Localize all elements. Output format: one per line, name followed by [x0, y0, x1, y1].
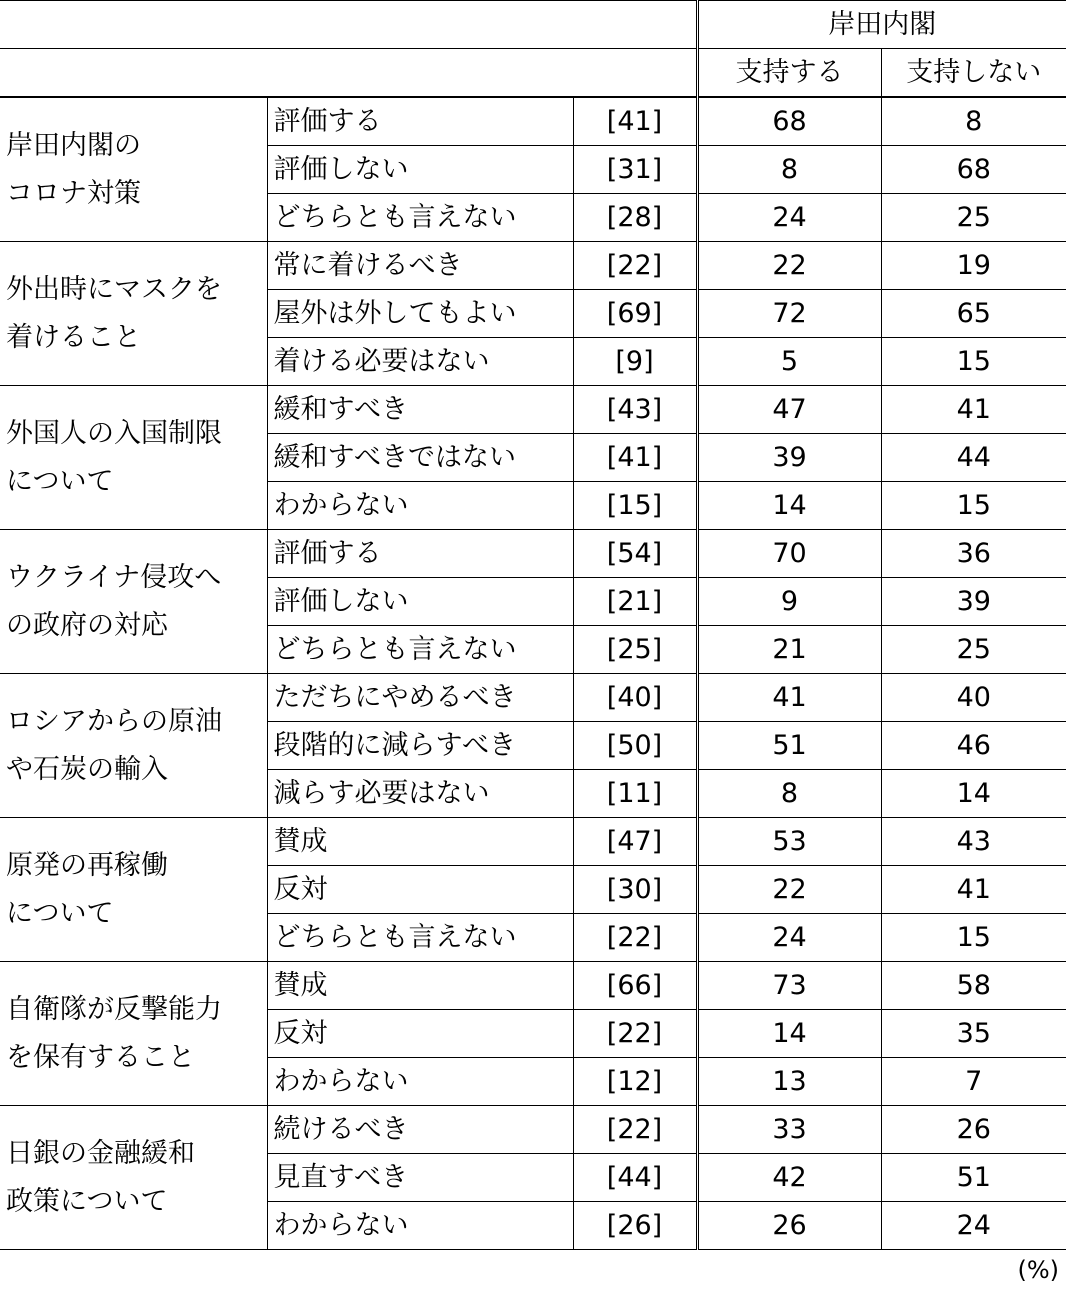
support-value: 5	[697, 338, 881, 386]
header-group-label: 岸田内閣	[697, 1, 1066, 49]
total-cell: [44]	[573, 1154, 697, 1202]
support-value: 26	[697, 1202, 881, 1250]
question-line: 岸田内閣の	[6, 129, 141, 161]
support-value: 70	[697, 530, 881, 578]
not-support-value: 58	[881, 962, 1066, 1010]
total-cell: [66]	[573, 962, 697, 1010]
total-cell: [22]	[573, 914, 697, 962]
total-cell: [22]	[573, 242, 697, 290]
answer-cell: 着ける必要はない	[267, 338, 573, 386]
answer-cell: 評価する	[267, 530, 573, 578]
question-line: 政策について	[6, 1185, 168, 1217]
total-cell: [22]	[573, 1106, 697, 1154]
total-cell: [40]	[573, 674, 697, 722]
support-value: 51	[697, 722, 881, 770]
total-cell: [50]	[573, 722, 697, 770]
support-value: 68	[697, 97, 881, 146]
support-value: 9	[697, 578, 881, 626]
not-support-value: 40	[881, 674, 1066, 722]
support-value: 21	[697, 626, 881, 674]
not-support-value: 25	[881, 626, 1066, 674]
not-support-value: 51	[881, 1154, 1066, 1202]
total-cell: [43]	[573, 386, 697, 434]
support-value: 8	[697, 770, 881, 818]
answer-cell: どちらとも言えない	[267, 194, 573, 242]
table-row	[0, 674, 1066, 722]
not-support-value: 43	[881, 818, 1066, 866]
total-cell: [41]	[573, 97, 697, 146]
question-line: を保有すること	[6, 1041, 195, 1073]
total-cell: [30]	[573, 866, 697, 914]
support-value: 33	[697, 1106, 881, 1154]
answer-cell: ただちにやめるべき	[267, 674, 573, 722]
support-value: 42	[697, 1154, 881, 1202]
support-value: 8	[697, 146, 881, 194]
not-support-value: 19	[881, 242, 1066, 290]
not-support-value: 15	[881, 338, 1066, 386]
total-cell: [11]	[573, 770, 697, 818]
support-value: 22	[697, 242, 881, 290]
answer-cell: 評価しない	[267, 146, 573, 194]
question-cell	[0, 97, 267, 242]
answer-cell: わからない	[267, 1058, 573, 1106]
question-line: や石炭の輸入	[6, 753, 168, 785]
not-support-value: 14	[881, 770, 1066, 818]
question-line: の政府の対応	[6, 609, 168, 641]
table-row	[0, 530, 1066, 578]
total-cell: [21]	[573, 578, 697, 626]
header-blank-2	[0, 49, 697, 98]
answer-cell: 続けるべき	[267, 1106, 573, 1154]
total-cell: [25]	[573, 626, 697, 674]
not-support-value: 41	[881, 386, 1066, 434]
question-line: 原発の再稼働	[6, 849, 168, 881]
answer-cell: 評価しない	[267, 578, 573, 626]
table-body	[0, 97, 1066, 1250]
question-line: 外出時にマスクを	[6, 273, 222, 305]
question-cell	[0, 530, 267, 674]
unit-label: (%)	[1017, 1256, 1059, 1284]
total-cell: [31]	[573, 146, 697, 194]
not-support-value: 65	[881, 290, 1066, 338]
table-row	[0, 242, 1066, 290]
answer-cell: 減らす必要はない	[267, 770, 573, 818]
support-value: 41	[697, 674, 881, 722]
total-cell: [12]	[573, 1058, 697, 1106]
not-support-value: 26	[881, 1106, 1066, 1154]
not-support-value: 8	[881, 97, 1066, 146]
question-line: 自衛隊が反撃能力	[6, 993, 222, 1025]
question-cell	[0, 242, 267, 386]
question-cell	[0, 962, 267, 1106]
question-line: について	[6, 897, 114, 929]
not-support-value: 68	[881, 146, 1066, 194]
answer-cell: どちらとも言えない	[267, 626, 573, 674]
answer-cell: 賛成	[267, 818, 573, 866]
not-support-value: 15	[881, 482, 1066, 530]
header-row-columns	[0, 49, 1066, 98]
question-cell	[0, 674, 267, 818]
question-line: について	[6, 465, 114, 497]
not-support-value: 24	[881, 1202, 1066, 1250]
table-row	[0, 1106, 1066, 1154]
total-cell: [47]	[573, 818, 697, 866]
header-row-group	[0, 1, 1066, 49]
support-value: 39	[697, 434, 881, 482]
answer-cell: 緩和すべきではない	[267, 434, 573, 482]
not-support-value: 35	[881, 1010, 1066, 1058]
question-cell	[0, 386, 267, 530]
answer-cell: わからない	[267, 482, 573, 530]
support-value: 13	[697, 1058, 881, 1106]
not-support-value: 15	[881, 914, 1066, 962]
question-line: 日銀の金融緩和	[6, 1137, 195, 1169]
not-support-value: 41	[881, 866, 1066, 914]
answer-cell: 賛成	[267, 962, 573, 1010]
header-col-support: 支持する	[697, 49, 881, 98]
question-line: 着けること	[6, 321, 141, 353]
answer-cell: 段階的に減らすべき	[267, 722, 573, 770]
table-row	[0, 962, 1066, 1010]
not-support-value: 44	[881, 434, 1066, 482]
support-value: 47	[697, 386, 881, 434]
support-value: 24	[697, 194, 881, 242]
table-row	[0, 386, 1066, 434]
answer-cell: 反対	[267, 866, 573, 914]
support-value: 14	[697, 482, 881, 530]
question-line: 外国人の入国制限	[6, 417, 222, 449]
answer-cell: 常に着けるべき	[267, 242, 573, 290]
question-line: ウクライナ侵攻へ	[6, 561, 222, 593]
answer-cell: 屋外は外してもよい	[267, 290, 573, 338]
not-support-value: 36	[881, 530, 1066, 578]
table-row	[0, 818, 1066, 866]
answer-cell: どちらとも言えない	[267, 914, 573, 962]
total-cell: [9]	[573, 338, 697, 386]
total-cell: [28]	[573, 194, 697, 242]
support-value: 24	[697, 914, 881, 962]
total-cell: [15]	[573, 482, 697, 530]
support-value: 22	[697, 866, 881, 914]
header-blank	[0, 1, 697, 49]
answer-cell: 評価する	[267, 97, 573, 146]
table-row	[0, 97, 1066, 146]
question-cell	[0, 818, 267, 962]
not-support-value: 39	[881, 578, 1066, 626]
total-cell: [69]	[573, 290, 697, 338]
answer-cell: 見直すべき	[267, 1154, 573, 1202]
header-col-not-support: 支持しない	[881, 49, 1066, 98]
not-support-value: 25	[881, 194, 1066, 242]
total-cell: [54]	[573, 530, 697, 578]
support-value: 72	[697, 290, 881, 338]
total-cell: [26]	[573, 1202, 697, 1250]
answer-cell: わからない	[267, 1202, 573, 1250]
support-value: 73	[697, 962, 881, 1010]
support-value: 53	[697, 818, 881, 866]
answer-cell: 反対	[267, 1010, 573, 1058]
total-cell: [22]	[573, 1010, 697, 1058]
not-support-value: 7	[881, 1058, 1066, 1106]
question-cell	[0, 1106, 267, 1250]
question-line: コロナ対策	[6, 177, 141, 209]
not-support-value: 46	[881, 722, 1066, 770]
support-value: 14	[697, 1010, 881, 1058]
total-cell: [41]	[573, 434, 697, 482]
question-line: ロシアからの原油	[6, 705, 222, 737]
answer-cell: 緩和すべき	[267, 386, 573, 434]
